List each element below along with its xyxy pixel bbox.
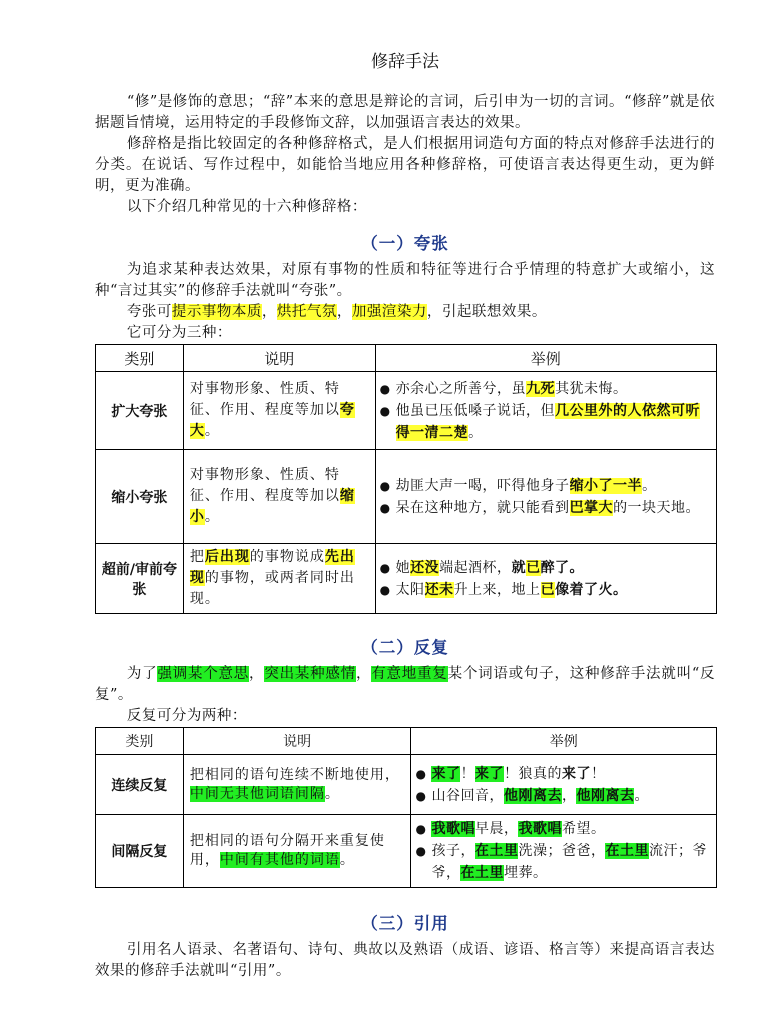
text: 升上来，地上 <box>453 581 541 598</box>
category-cell: 超前/审前夸张 <box>96 544 184 614</box>
text: 醉了。 <box>540 559 585 576</box>
text: 亦余心之所善兮，虽 <box>395 380 527 397</box>
text: 的事物说成 <box>249 549 325 565</box>
example-item <box>415 785 712 807</box>
text: ，引起联想效果。 <box>426 304 547 320</box>
text: 对事物形象、性质、特征、作用、程度等加以 <box>189 381 340 418</box>
highlight: 后出现 <box>204 549 250 565</box>
example-item <box>380 400 712 444</box>
repetition-table <box>95 727 717 888</box>
highlight: 在土里 <box>460 865 504 881</box>
highlight: 中间无其他词语间隔 <box>189 785 325 802</box>
text: 把 <box>189 549 205 565</box>
repetition-types-intro: 反复可分为两种： <box>126 708 247 724</box>
text: 某个词语或句子，这种修辞手法就叫“反复”。 <box>95 666 716 703</box>
highlight: 缩小 <box>189 488 355 525</box>
text: 的一块天地。 <box>613 499 701 516</box>
text: 像着了火。 <box>555 581 628 598</box>
example-item <box>380 475 712 497</box>
highlight: 还没 <box>410 559 440 576</box>
exaggeration-table <box>95 344 717 614</box>
table-row <box>96 755 717 815</box>
text: 。 <box>339 852 355 868</box>
highlight: 先出现 <box>189 549 355 586</box>
text: ， <box>336 304 352 320</box>
text: 。 <box>204 423 220 439</box>
text: 呆在这种地方，就只能看到 <box>395 499 570 516</box>
intro-paragraph-3: 以下介绍几种常见的十六种修辞格： <box>126 199 367 215</box>
column-header: 举例 <box>375 345 716 372</box>
highlight: 中间有其他的词语 <box>219 852 340 868</box>
text: 其犹未悔。 <box>555 380 628 397</box>
highlight: 九死 <box>526 380 556 397</box>
highlight: 几公里外的人依然可听得一清二楚 <box>395 402 701 441</box>
text: 她 <box>395 559 411 576</box>
text: ！狼真的 <box>503 765 562 782</box>
highlight: 烘托气氛 <box>276 304 337 320</box>
highlight: 已 <box>526 559 541 576</box>
example-cell <box>375 372 716 450</box>
text: 流汗；爷爷， <box>431 843 707 881</box>
exaggeration-effects <box>95 302 715 323</box>
text: ！ <box>590 765 606 782</box>
table-header-row <box>96 728 717 755</box>
highlight: 我歌唱 <box>431 821 475 837</box>
highlight: 来了 <box>431 765 461 782</box>
highlight: 缩小了一半 <box>569 477 643 494</box>
text: 把相同的语句分隔开来重复使用， <box>189 833 385 868</box>
description-cell <box>183 815 411 888</box>
exaggeration-types-intro: 它可分为三种： <box>126 325 232 341</box>
column-header: 举例 <box>411 728 717 755</box>
text: 他虽已压低嗓子说话，但 <box>395 402 556 419</box>
highlight: 还未 <box>424 581 454 598</box>
quotation-definition: 引用名人语录、名著语句、诗句、典故以及熟语（成语、谚语、格言等）来提高语言表达效果的修辞手法就叫“引用”。 <box>95 942 715 979</box>
example-item <box>415 818 712 840</box>
example-cell <box>375 544 716 614</box>
column-header: 说明 <box>183 345 375 372</box>
text: 把相同的语句连续不断地使用， <box>189 766 400 783</box>
text: 夸张可 <box>126 304 172 320</box>
exaggeration-definition: 为追求某种表达效果，对原有事物的性质和特征等进行合乎情理的特意扩大或缩小，这种“言过其实”的修辞手法就叫“夸张”。 <box>95 262 715 299</box>
text: ， <box>561 787 577 804</box>
example-item <box>415 763 712 785</box>
highlight: 有意地重复 <box>371 666 448 682</box>
text: 。 <box>324 785 340 802</box>
category-cell: 扩大夸张 <box>96 372 184 450</box>
table-row <box>96 815 717 888</box>
description-cell <box>183 450 375 544</box>
highlight: 我歌唱 <box>518 821 562 837</box>
table-row <box>96 372 717 450</box>
document-page <box>95 50 715 982</box>
section-heading-repetition: （二）反复 <box>361 638 449 657</box>
text: 孩子， <box>431 843 475 859</box>
text: 希望。 <box>561 821 606 837</box>
text: 太阳 <box>395 581 425 598</box>
category-cell: 连续反复 <box>96 755 184 815</box>
highlight: 来了 <box>474 765 504 782</box>
highlight: 突出某种感情 <box>264 666 356 682</box>
text: 来了 <box>561 765 591 782</box>
highlight: 加强渲染力 <box>351 304 427 320</box>
text: ， <box>261 304 277 320</box>
table-header-row <box>96 345 717 372</box>
text: 早晨， <box>474 821 519 837</box>
column-header: 说明 <box>183 728 411 755</box>
example-item <box>380 497 712 519</box>
highlight: 巴掌大 <box>569 499 614 516</box>
text: 为了 <box>126 666 158 682</box>
text: 。 <box>642 477 657 494</box>
description-cell <box>183 372 375 450</box>
example-item <box>380 579 712 601</box>
text: 洗澡；爸爸， <box>518 843 606 859</box>
example-item <box>380 557 712 579</box>
highlight: 夸大 <box>189 402 355 439</box>
page-title: 修辞手法 <box>371 52 439 72</box>
column-header: 类别 <box>96 345 184 372</box>
example-item <box>380 378 712 400</box>
text: 。 <box>204 509 220 525</box>
description-cell <box>183 755 411 815</box>
description-cell <box>183 544 375 614</box>
highlight: 他刚离去 <box>576 787 635 804</box>
highlight: 在土里 <box>605 843 649 859</box>
highlight: 他刚离去 <box>503 787 562 804</box>
example-cell <box>411 755 717 815</box>
text: 劫匪大声一喝，吓得他身子 <box>395 477 570 494</box>
text: 。 <box>468 424 483 441</box>
text: 对事物形象、性质、特征、作用、程度等加以 <box>189 467 340 504</box>
section-heading-quotation: （三）引用 <box>361 914 449 933</box>
table-row <box>96 450 717 544</box>
text: 山谷回音， <box>431 787 504 804</box>
text: ， <box>249 666 265 682</box>
highlight: 已 <box>540 581 556 598</box>
text: 的事物，或两者同时出现。 <box>189 570 355 607</box>
text: ！ <box>460 765 475 782</box>
category-cell: 间隔反复 <box>96 815 184 888</box>
column-header: 类别 <box>96 728 184 755</box>
category-cell: 缩小夸张 <box>96 450 184 544</box>
highlight: 强调某个意思 <box>157 666 250 682</box>
highlight: 提示事物本质 <box>171 304 262 320</box>
text: ， <box>355 666 372 682</box>
intro-paragraph-2: 修辞格是指比较固定的各种修辞格式，是人们根据用词造句方面的特点对修辞手法进行的分类。在说话、写作过程中，如能恰当地应用各种修辞格，可使语言表达得更生动，更为鲜明，更为准确。 <box>95 136 715 194</box>
repetition-definition <box>95 664 715 706</box>
text: 。 <box>634 787 649 804</box>
intro-paragraph-1: “修”是修饰的意思；“辞”本来的意思是辩论的言词，后引申为一切的言词。“修辞”就是依据题旨情境，运用特定的手段修饰文辞，以加强语言表达的效果。 <box>95 94 715 131</box>
text: 就 <box>511 559 527 576</box>
example-item <box>415 840 712 884</box>
highlight: 在土里 <box>474 843 519 859</box>
section-heading-exaggeration: （一）夸张 <box>361 234 449 253</box>
text: 埋葬。 <box>503 865 548 881</box>
table-row <box>96 544 717 614</box>
text: 端起酒杯， <box>439 559 512 576</box>
example-cell <box>411 815 717 888</box>
example-cell <box>375 450 716 544</box>
